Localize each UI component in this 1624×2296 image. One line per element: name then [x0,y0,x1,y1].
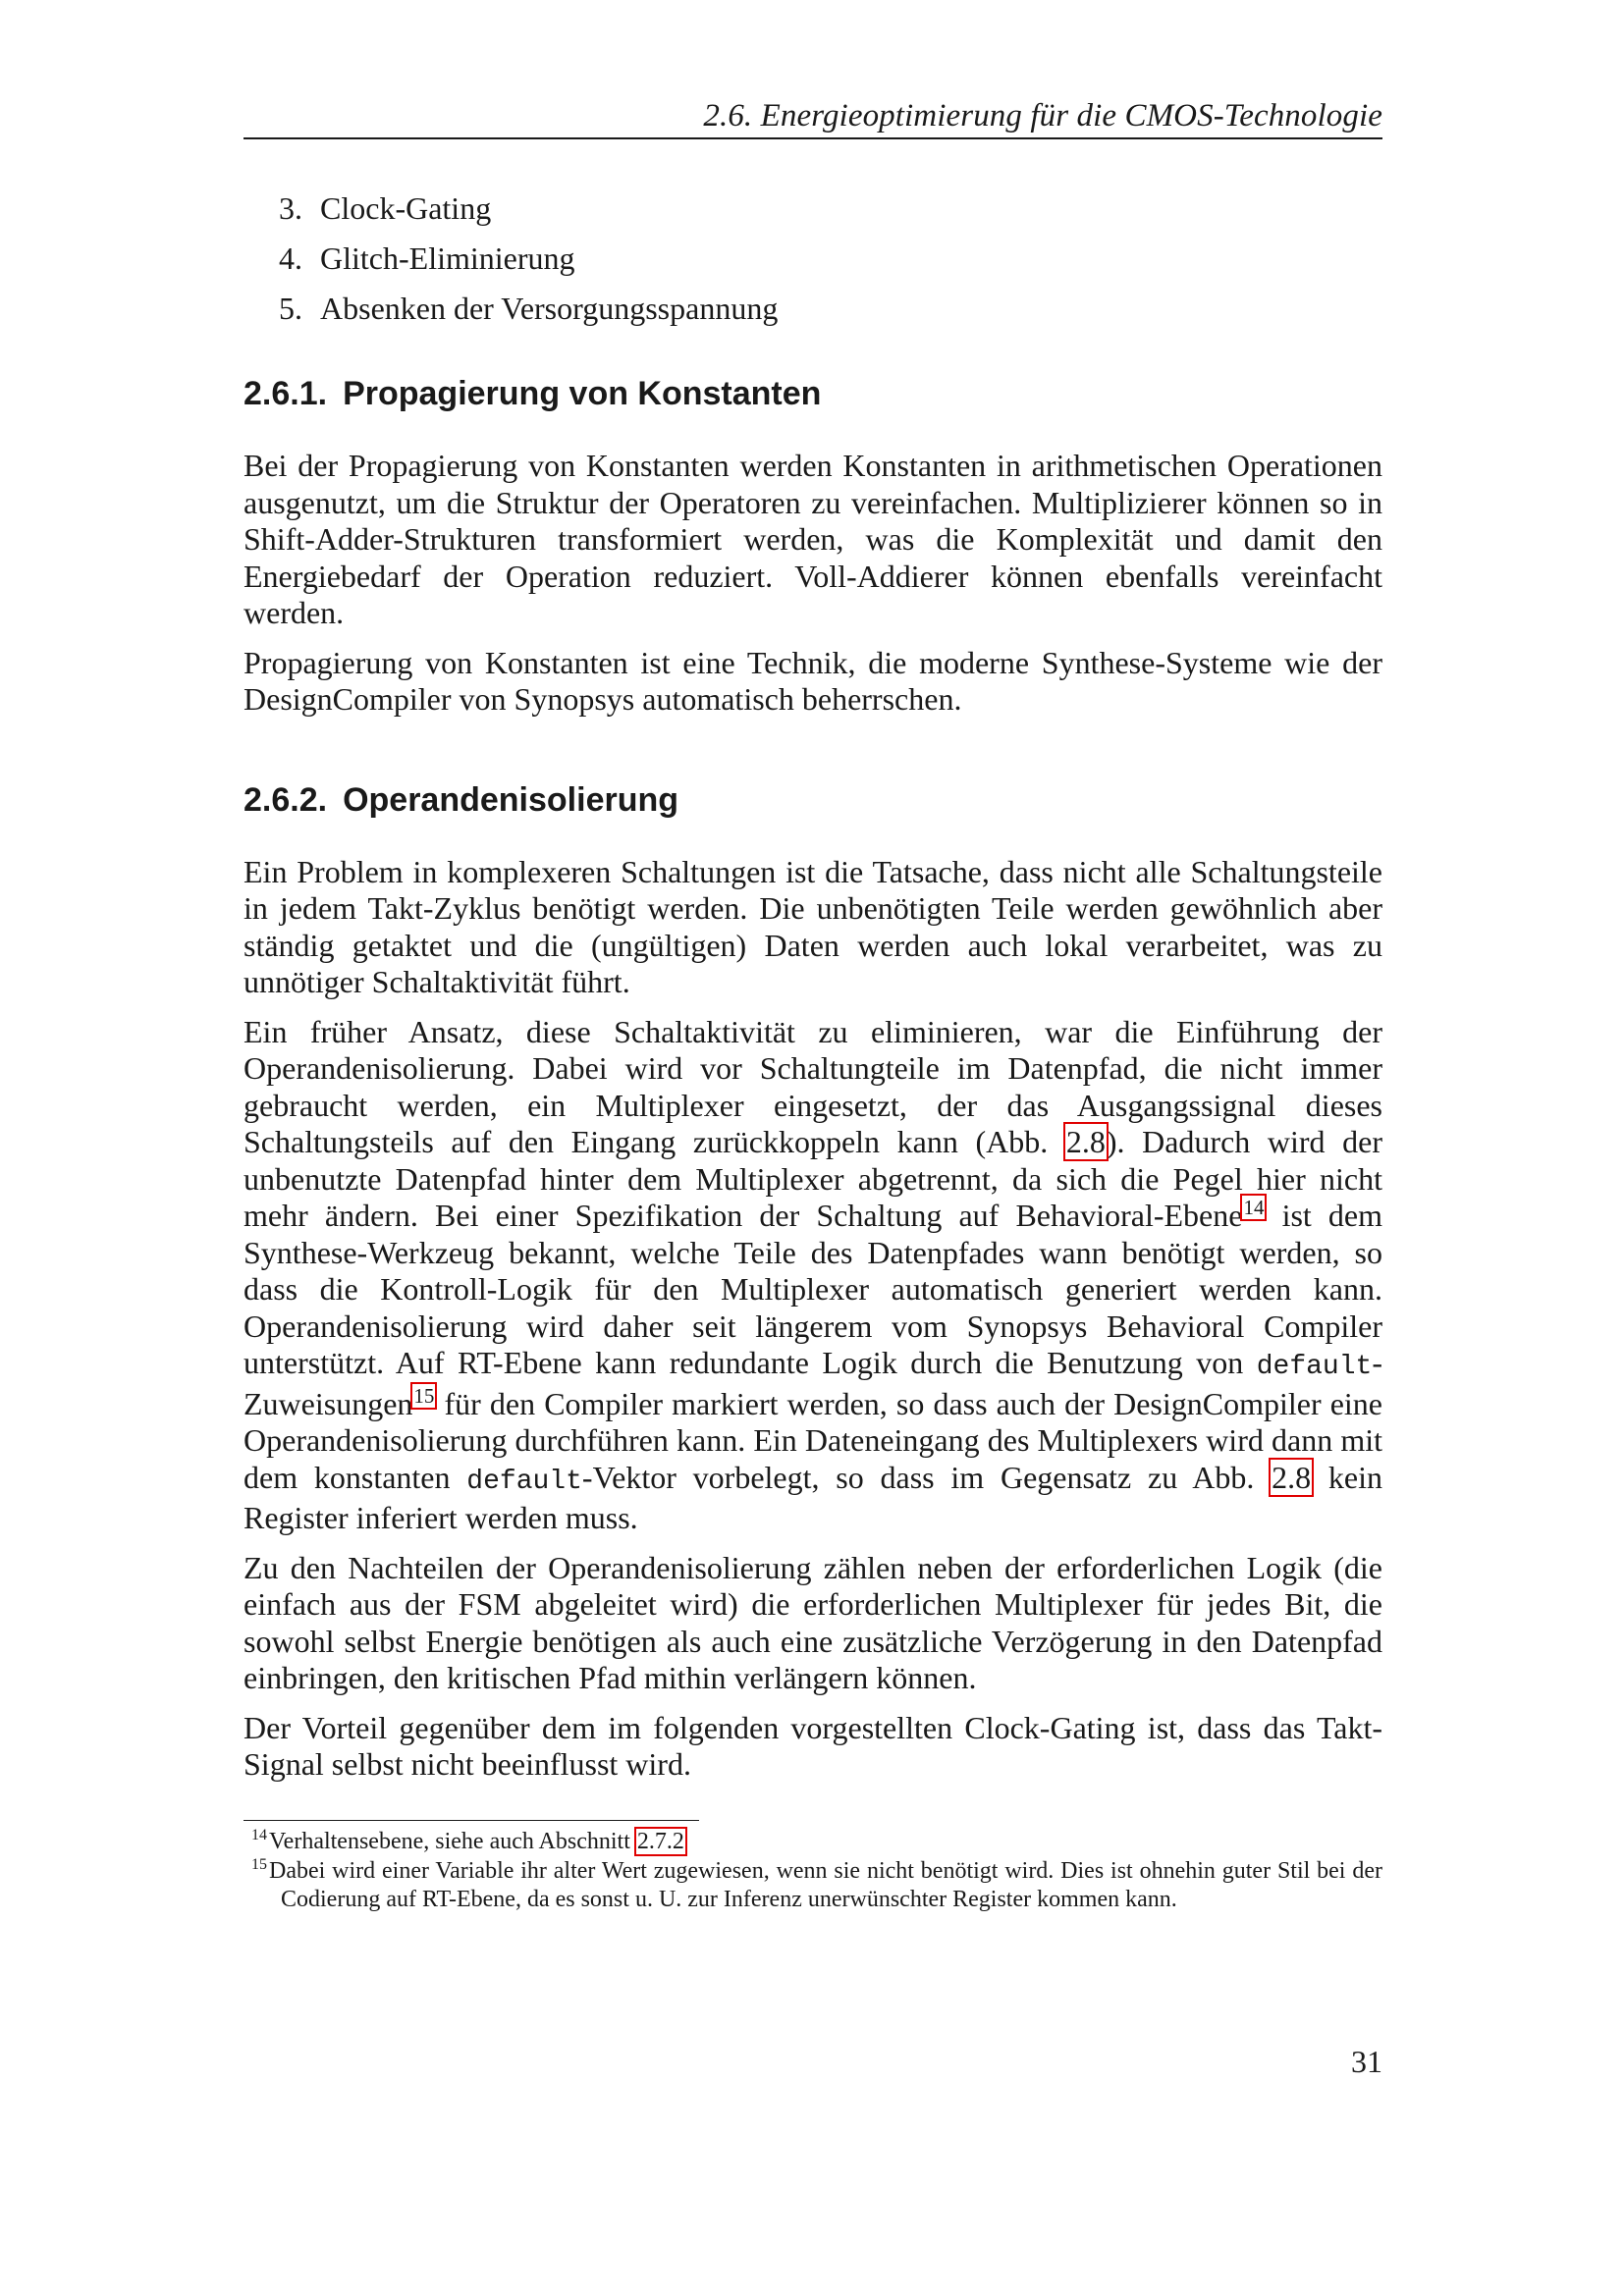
list-item-number: 3. [279,190,302,226]
footnote-text: Verhaltensebene, siehe auch Abschnitt [269,1829,636,1854]
section-heading-2-6-2 [244,780,1382,820]
footnote-text: Dabei wird einer Variable ihr alter Wert zugewiesen, wenn sie nicht benötigt wird. Dies ist ohnehin guter Stil bei der Codierung auf RT-Ebene, da es sonst u. U. zur Inferenz unerwünschter Register kommen kann. [269,1857,1382,1912]
section-heading-2-6-1 [244,374,1382,413]
list-item [244,240,1382,291]
text-run: -Zuweisungen [244,1345,1382,1421]
list-item-text: Glitch-Eliminierung [320,240,575,276]
footnote-rule [244,1820,699,1821]
paragraph-constant-propagation-1: Bei der Propagierung von Konstanten werden Konstanten in arithmetischen Operationen ausgenutzt, um die Struktur der Operatoren zu vereinfachen. Multiplizierer können so in Shift-Adder-Strukturen transformiert werden, was die Komplexität und damit den Energiebedarf der Operation reduziert. Voll-Addierer können ebenfalls vereinfacht werden. [244,448,1382,630]
text-run: kein Register inferiert werden muss. [244,1459,1383,1535]
footnote-14-link[interactable]: 14 [1243,1196,1265,1219]
list-item-text: Clock-Gating [320,190,492,226]
list-item-text: Absenken der Versorgungsspannung [320,291,779,326]
section-number: 2.6.1. [244,375,328,412]
list-item [244,291,1382,341]
document-page [244,0,1382,2296]
footnote-15 [244,1857,1382,1915]
code-default: default [466,1466,582,1497]
paragraph-operand-isolation-4: Der Vorteil gegenüber dem im folgenden vorgestellten Clock-Gating ist, dass das Takt-Signal selbst nicht beeinflusst wird. [244,1709,1382,1782]
footnote-15-link[interactable]: 15 [413,1383,435,1408]
footnote-14 [244,1828,1382,1857]
footnote-mark: 14 [251,1827,267,1843]
text-run: Ein früher Ansatz, diese Schaltaktivität zu eliminieren, war die Einführung der Operandenisolierung. Dabei wird vor Schaltungteile im Datenpfad, die nicht immer gebraucht werden, ein Multiplexer eingesetzt, der das Ausgangssignal dieses Schaltungsteils auf den Eingang zurückkoppeln kann (Abb. [244,1013,1382,1159]
paragraph-operand-isolation-1: Ein Problem in komplexeren Schaltungen ist die Tatsache, dass nicht alle Schaltungsteile in jedem Takt-Zyklus benötigt werden. Die unbenötigten Teile werden gewöhnlich aber ständig getaktet und die (ungültigen) Daten werden auch lokal verarbeitet, was zu unnötiger Schaltaktivität führt. [244,853,1382,999]
running-header: 2.6. Energieoptimierung für die CMOS-Technologie [703,98,1382,133]
list-item [244,190,1382,240]
paragraph-operand-isolation-3: Zu den Nachteilen der Operandenisolierung zählen neben der erforderlichen Logik (die einfach aus der FSM abgeleitet wird) die erforderlichen Multiplexer für jedes Bit, die sowohl selbst Energie benötigen als auch eine zusätzliche Verzögerung in den Datenpfad einbringen, den kritischen Pfad mithin verlängern können. [244,1549,1382,1695]
section-title: Operandenisolierung [343,780,679,819]
footnotes [244,1828,1382,1915]
section-number: 2.6.2. [244,780,328,819]
header-rule [244,137,1382,139]
figure-ref-link[interactable]: 2.8 [1272,1459,1312,1495]
text-run: ist dem Synthese-Werkzeug bekannt, welche Teile des Datenpfades wann benötigt werden, so dass die Kontroll-Logik für den Multiplexer automatisch generiert werden kann. Operandenisolierung wird daher seit längerem vom Synopsys Behavioral Compiler unterstützt. Auf RT-Ebene kann redundante Logik durch die Benutzung von [244,1198,1383,1380]
code-default: default [1256,1352,1373,1382]
section-title: Propagierung von Konstanten [343,375,822,412]
figure-ref-link[interactable]: 2.8 [1065,1124,1106,1159]
enumerated-list [244,190,1382,341]
list-item-number: 4. [279,240,302,276]
page-number: 31 [1351,2044,1382,2079]
text-run: für den Compiler markiert werden, so dass auch der DesignCompiler eine Operandenisolierung durchführen kann. Ein Dateneingang des Multiplexers wird dann mit dem konstanten [244,1385,1382,1495]
paragraph-operand-isolation-2 [244,1014,1382,1537]
paragraph-constant-propagation-2: Propagierung von Konstanten ist eine Technik, die moderne Synthese-Systeme wie der DesignCompiler von Synopsys automatisch beherrschen. [244,644,1382,717]
text-run: ). Dadurch wird der unbenutzte Datenpfad hinter dem Multiplexer abgetrennt, da sich die Pegel hier nicht mehr ändern. Bei einer Spezifikation der Schaltung auf Behavioral-Ebene [244,1124,1383,1233]
footnote-mark: 15 [251,1855,267,1873]
body-text [244,190,1382,1784]
section-ref-link[interactable]: 2.7.2 [636,1829,684,1854]
text-run: -Vektor vorbelegt, so dass im Gegensatz zu Abb. [581,1459,1272,1495]
list-item-number: 5. [279,291,302,326]
